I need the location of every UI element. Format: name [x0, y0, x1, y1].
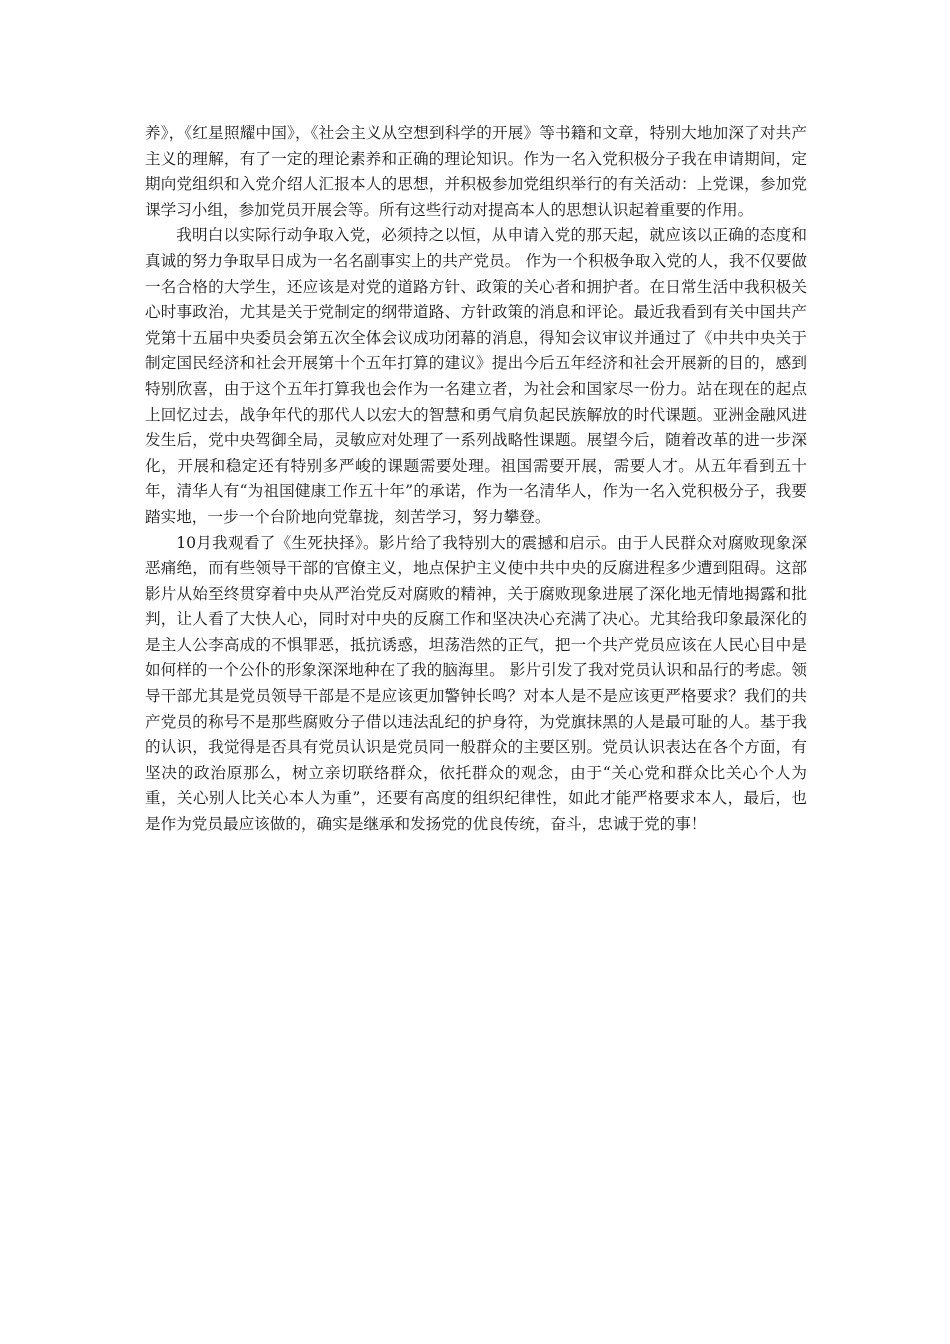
document-body — [145, 121, 807, 838]
paragraph-continuation: 养》，《红星照耀中国》，《社会主义从空想到科学的开展》等书籍和文章，特别大地加深了对共产主义的理解，有了一定的理论素养和正确的理论知识。作为一名入党积极分子我在申请期间，定期向党组织和入党介绍人汇报本人的思想，并积极参加党组织举行的有关活动：上党课，参加党课学习小组，参加党员开展会等。所有这些行动对提高本人的思想认识起着重要的作用。 — [145, 124, 807, 219]
paragraph-film-reflection: 10月我观看了《生死抉择》。影片给了我特别大的震撼和启示。由于人民群众对腐败现象深恶痛绝，而有些领导干部的官僚主义，地点保护主义使中共中央的反腐进程多少遭到阻碍。这部影片从始至终贯穿着中央从严治党反对腐败的精神，关于腐败现象进展了深化地无情地揭露和批判，让人看了大快人心，同时对中央的反腐工作和坚决决心充满了决心。尤其给我印象最深化的是主人公李高成的不惧罪恶，抵抗诱惑，坦荡浩然的正气，把一个共产党员应该在人民心目中是如何样的一个公仆的形象深深地种在了我的脑海里。 影片引发了我对党员认识和品行的考虑。领导干部尤其是党员领导干部是不是应该更加警钟长鸣？对本人是不是应该更严格要求？我们的共产党员的称号不是那些腐败分子借以违法乱纪的护身符，为党旗抹黑的人是最可耻的人。基于我的认识，我觉得是否具有党员认识是党员同一般群众的主要区别。党员认识表达在各个方面，有坚决的政治原那么，树立亲切联络群众，依托群众的观念，由于“关心党和群众比关心个人为重，关心别人比关心本人为重”，还要有高度的组织纪律性，如此才能严格要求本人，最后，也是作为党员最应该做的，确实是继承和发扬党的优良传统，奋斗，忠诚于党的事！ — [145, 533, 807, 834]
paragraph-party-application: 我明白以实际行动争取入党，必须持之以恒，从申请入党的那天起，就应该以正确的态度和真诚的努力争取早日成为一名名副事实上的共产党员。 作为一个积极争取入党的人，我不仅要做一名合格的大学生，还应该是对党的道路方针、政策的关心者和拥护者。在日常生活中我积极关心时事政治，尤其是关于党制定的纲带道路、方针政策的消息和评论。最近我看到有关中国共产党第十五届中央委员会第五次全体会议成功闭幕的消息，得知会议审议并通过了《中共中央关于制定国民经济和社会开展第十个五年打算的建议》提出今后五年经济和社会开展新的目的，感到特别欣喜，由于这个五年打算我也会作为一名建立者，为社会和国家尽一份力。站在现在的起点上回忆过去，战争年代的那代人以宏大的智慧和勇气肩负起民族解放的时代课题。亚洲金融风进发生后，党中央驾御全局，灵敏应对处理了一系列战略性课题。展望今后，随着改革的进一步深化，开展和稳定还有特别多严峻的课题需要处理。祖国需要开展，需要人才。从五年看到五十年，清华人有“为祖国健康工作五十年”的承诺，作为一名清华人，作为一名入党积极分子，我要踏实地，一步一个台阶地向党靠拢，刻苦学习，努力攀登。 — [145, 226, 807, 526]
